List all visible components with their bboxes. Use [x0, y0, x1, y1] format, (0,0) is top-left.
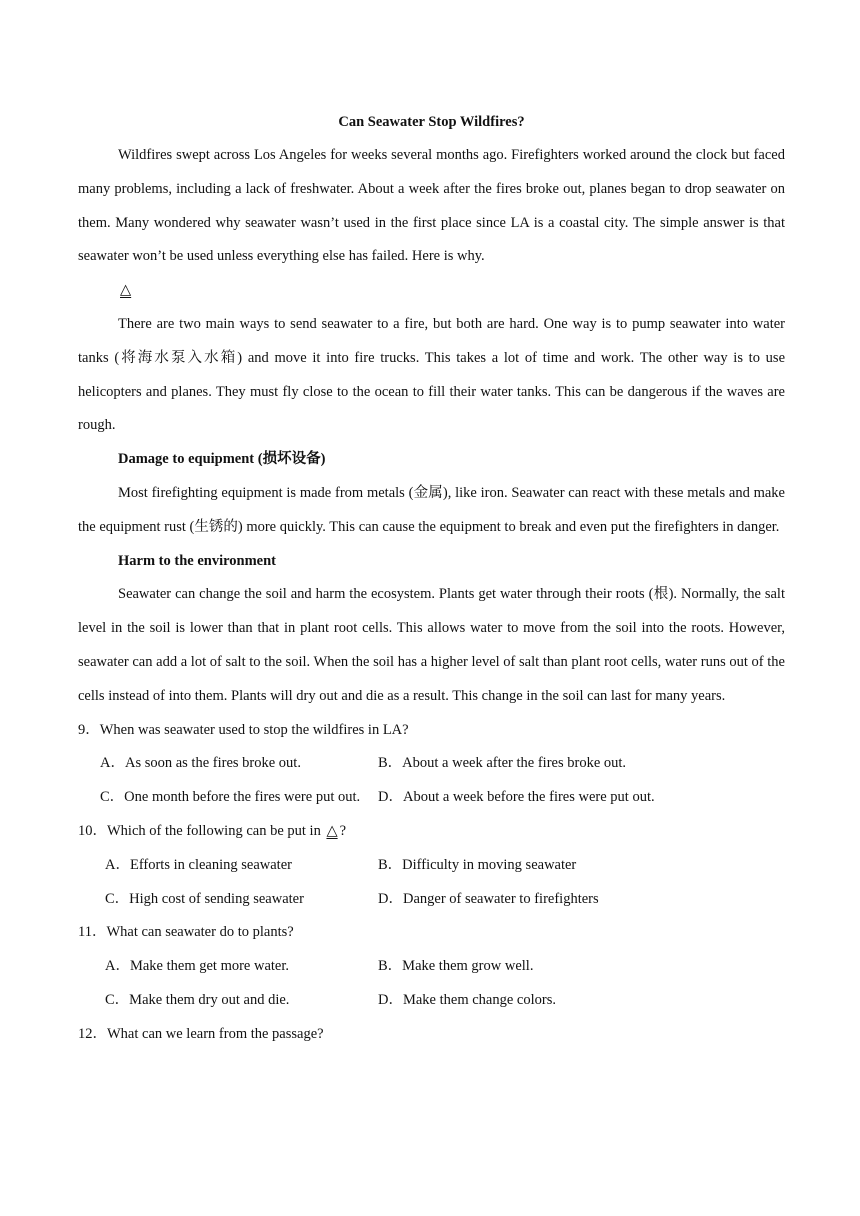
question-10-options-row-2	[78, 883, 785, 917]
question-10-option-d: D．Danger of seawater to firefighters	[378, 890, 599, 907]
question-10-blank-marker: △	[326, 822, 338, 839]
question-10-options-row-1	[78, 849, 785, 883]
question-9-options-row-2	[78, 781, 785, 815]
question-10-option-a: A．Efforts in cleaning seawater	[105, 856, 292, 873]
question-11: 11．What can seawater do to plants?	[78, 924, 294, 941]
question-11-options-row-2	[78, 984, 785, 1018]
question-10-text: 10．Which of the following can be put in	[78, 822, 325, 839]
blank-marker: △	[120, 282, 132, 299]
blank-line	[78, 274, 785, 308]
heading-damage-to-equipment: Damage to equipment (损坏设备)	[118, 451, 326, 468]
question-9-option-c: C．One month before the fires were put out.	[100, 789, 361, 806]
question-11-option-b: B．Make them grow well.	[378, 958, 534, 975]
question-10-text-end: ?	[339, 822, 347, 839]
question-9-option-d: D．About a week before the fires were put out.	[378, 789, 655, 806]
document-page	[78, 105, 785, 1052]
heading-harm-to-environment: Harm to the environment	[118, 552, 276, 569]
question-9-option-b: B．About a week after the fires broke out.	[378, 755, 627, 772]
paragraph-4: Seawater can change the soil and harm the ecosystem. Plants get water through their roots (根). Normally, the salt level in the soil is lower than that in plant root cells. This allows water to move from the soil into the roots. However, seawater can add a lot of salt to the soil. When the soil has a higher level of salt than plant root cells, water runs out of the cells instead of into them. Plants will dry out and die as a result. This change in the soil can last for many years.	[78, 586, 785, 704]
question-9: 9．When was seawater used to stop the wildfires in LA?	[78, 721, 409, 738]
question-10-option-b: B．Difficulty in moving seawater	[378, 856, 577, 873]
article-title: Can Seawater Stop Wildfires?	[338, 114, 525, 130]
question-10	[78, 815, 785, 849]
question-11-option-a: A．Make them get more water.	[105, 958, 290, 975]
question-10-option-c: C．High cost of sending seawater	[105, 890, 304, 907]
question-9-option-a: A．As soon as the fires broke out.	[100, 755, 301, 772]
paragraph-2: There are two main ways to send seawater to a fire, but both are hard. One way is to pump seawater into water tanks (将海水泵入水箱) and move it into fire trucks. This takes a lot of time and work. The other way is to use helicopters and planes. They must fly close to the ocean to fill their water tanks. This can be dangerous if the waves are rough.	[78, 315, 785, 434]
question-9-options-row-1	[78, 747, 785, 781]
question-11-option-c: C．Make them dry out and die.	[105, 991, 290, 1008]
question-11-option-d: D．Make them change colors.	[378, 991, 556, 1008]
intro-paragraph: Wildfires swept across Los Angeles for weeks several months ago. Firefighters worked around the clock but faced many problems, including a lack of freshwater. About a week after the fires broke out, planes began to drop seawater on them. Many wondered why seawater wasn’t used in the first place since LA is a coastal city. The simple answer is that seawater won’t be used unless everything else has failed. Here is why.	[78, 147, 785, 265]
question-12: 12．What can we learn from the passage?	[78, 1025, 324, 1042]
paragraph-3: Most firefighting equipment is made from metals (金属), like iron. Seawater can react with these metals and make the equipment rust (生锈的) more quickly. This can cause the equipment to break and even put the firefighters in danger.	[78, 484, 785, 535]
question-11-options-row-1	[78, 950, 785, 984]
